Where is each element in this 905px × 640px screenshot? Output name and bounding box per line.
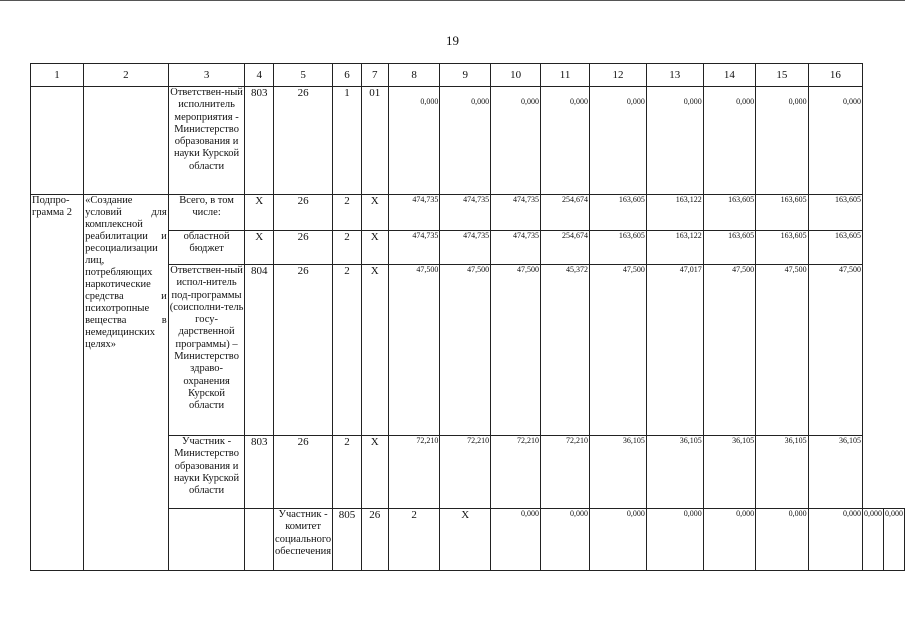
value-cell: 163,605 xyxy=(703,195,755,231)
executor-name: областной бюджет xyxy=(168,231,245,265)
header-cell: 8 xyxy=(388,64,440,87)
code-cell: 803 xyxy=(245,436,274,509)
header-cell: 10 xyxy=(491,64,541,87)
value-cell: 254,674 xyxy=(541,231,590,265)
value-cell: 163,605 xyxy=(590,231,647,265)
value-cell: 47,500 xyxy=(808,265,862,436)
header-cell: 13 xyxy=(646,64,703,87)
code-cell: 2 xyxy=(333,436,362,509)
header-cell: 6 xyxy=(333,64,362,87)
value-cell: 474,735 xyxy=(491,231,541,265)
value-cell: 0,000 xyxy=(863,509,884,571)
value-cell: 0,000 xyxy=(884,509,905,571)
subprogram-title: «Создание условий для комплексной реабилитации и ресоциализации лиц, потребляющих наркотические средства и психотропные вещества в немедицинских целях» xyxy=(84,195,169,571)
value-cell: 0,000 xyxy=(590,87,647,195)
header-cell: 15 xyxy=(756,64,808,87)
value-cell: 474,735 xyxy=(491,195,541,231)
value-cell: 254,674 xyxy=(541,195,590,231)
header-cell: 5 xyxy=(274,64,333,87)
code-cell: 26 xyxy=(274,195,333,231)
budget-table xyxy=(30,63,905,571)
code-cell: 804 xyxy=(245,265,274,436)
value-cell: 474,735 xyxy=(440,195,491,231)
code-cell: 2 xyxy=(388,509,440,571)
header-cell: 12 xyxy=(590,64,647,87)
code-cell: 01 xyxy=(361,87,388,195)
empty-cell xyxy=(245,509,274,571)
code-cell: Х xyxy=(361,195,388,231)
code-cell: 26 xyxy=(274,87,333,195)
table-row xyxy=(31,87,905,195)
code-cell: Х xyxy=(361,265,388,436)
header-cell: 16 xyxy=(808,64,862,87)
value-cell: 0,000 xyxy=(703,87,755,195)
header-cell: 1 xyxy=(31,64,84,87)
value-cell: 0,000 xyxy=(491,509,541,571)
code-cell: 1 xyxy=(333,87,362,195)
value-cell: 0,000 xyxy=(646,509,703,571)
empty-cell xyxy=(84,87,169,195)
value-cell: 72,210 xyxy=(541,436,590,509)
header-cell: 7 xyxy=(361,64,388,87)
value-cell: 0,000 xyxy=(590,509,647,571)
value-cell: 0,000 xyxy=(756,509,808,571)
code-cell: Х xyxy=(245,195,274,231)
code-cell: Х xyxy=(361,436,388,509)
executor-name: Участник - Министерство образования и науки Курской области xyxy=(168,436,245,509)
value-cell: 47,500 xyxy=(590,265,647,436)
executor-name: Ответствен-ный исполнитель мероприятия - Министерство образования и науки Курской области xyxy=(168,87,245,195)
value-cell: 163,605 xyxy=(756,195,808,231)
value-cell: 36,105 xyxy=(703,436,755,509)
value-cell: 163,605 xyxy=(808,195,862,231)
code-cell: Х xyxy=(440,509,491,571)
code-cell: Х xyxy=(245,231,274,265)
value-cell: 0,000 xyxy=(808,509,862,571)
value-cell: 36,105 xyxy=(590,436,647,509)
value-cell: 163,605 xyxy=(756,231,808,265)
value-cell: 0,000 xyxy=(491,87,541,195)
value-cell: 163,122 xyxy=(646,195,703,231)
header-row xyxy=(31,64,905,87)
page-bottom-margin xyxy=(0,630,905,640)
value-cell: 0,000 xyxy=(541,509,590,571)
value-cell: 163,605 xyxy=(703,231,755,265)
value-cell: 36,105 xyxy=(646,436,703,509)
empty-cell xyxy=(168,509,245,571)
code-cell: 26 xyxy=(274,436,333,509)
value-cell: 36,105 xyxy=(756,436,808,509)
value-cell: 163,605 xyxy=(590,195,647,231)
value-cell: 474,735 xyxy=(440,231,491,265)
value-cell: 0,000 xyxy=(703,509,755,571)
empty-cell xyxy=(31,87,84,195)
top-border-line xyxy=(0,0,905,1)
header-cell: 2 xyxy=(84,64,169,87)
code-cell: 2 xyxy=(333,231,362,265)
value-cell: 47,500 xyxy=(440,265,491,436)
value-cell: 0,000 xyxy=(646,87,703,195)
value-cell: 0,000 xyxy=(541,87,590,195)
code-cell: 803 xyxy=(245,87,274,195)
value-cell: 47,500 xyxy=(756,265,808,436)
value-cell: 163,605 xyxy=(808,231,862,265)
value-cell: 47,500 xyxy=(703,265,755,436)
value-cell: 47,500 xyxy=(388,265,440,436)
code-cell: 26 xyxy=(274,265,333,436)
value-cell: 0,000 xyxy=(440,87,491,195)
code-cell: 805 xyxy=(333,509,362,571)
table-row xyxy=(31,195,905,231)
page-number: 19 xyxy=(446,33,459,48)
value-cell: 0,000 xyxy=(808,87,862,195)
header-cell: 3 xyxy=(168,64,245,87)
value-cell: 474,735 xyxy=(388,231,440,265)
code-cell: 26 xyxy=(361,509,388,571)
header-cell: 11 xyxy=(541,64,590,87)
value-cell: 47,017 xyxy=(646,265,703,436)
header-cell: 4 xyxy=(245,64,274,87)
value-cell: 0,000 xyxy=(388,87,440,195)
header-cell: 9 xyxy=(440,64,491,87)
value-cell: 72,210 xyxy=(491,436,541,509)
executor-name: Ответствен-ный испол-нитель под-программы (соисполни-тель госу-дарственной программы) – Министерство здраво-охранения Курской области xyxy=(168,265,245,436)
value-cell: 45,372 xyxy=(541,265,590,436)
value-cell: 474,735 xyxy=(388,195,440,231)
code-cell: 26 xyxy=(274,231,333,265)
value-cell: 0,000 xyxy=(756,87,808,195)
value-cell: 72,210 xyxy=(440,436,491,509)
header-cell: 14 xyxy=(703,64,755,87)
value-cell: 36,105 xyxy=(808,436,862,509)
code-cell: 2 xyxy=(333,195,362,231)
value-cell: 47,500 xyxy=(491,265,541,436)
value-cell: 72,210 xyxy=(388,436,440,509)
subprogram-label: Подпро-грамма 2 xyxy=(31,195,84,571)
code-cell: Х xyxy=(361,231,388,265)
code-cell: 2 xyxy=(333,265,362,436)
value-cell: 163,122 xyxy=(646,231,703,265)
executor-name: Всего, в том числе: xyxy=(168,195,245,231)
executor-name: Участник - комитет социального обеспечения xyxy=(274,509,333,571)
